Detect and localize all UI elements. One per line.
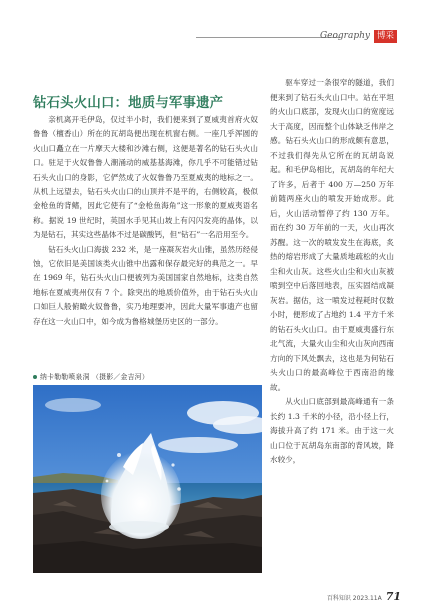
page-footer	[327, 590, 401, 603]
left-paragraph-2: 钻石头火山口海拔 232 米，是一座凝灰岩火山锥，虽然历经侵蚀，它依旧是美国该类火山锥中出露和保存最完好的典范之一。早在 1969 年，钻石头火山口便被列为美国国家自然地标，这类自然地标在夏威夷州仅有 7 个。除突出的地质价值外，由于钻石头火山口如巨人般俯瞰火奴鲁鲁，实乃地理要冲，因此大量军事遗产也留存在这一火山口中，如今成为鲁格城堡历史区的一部分。	[33, 244, 258, 326]
left-column	[33, 113, 258, 329]
section-badge: 博采	[374, 30, 397, 43]
right-paragraph-1: 驱车穿过一条很窄的隧道，我们便来到了钻石头火山口中。站在平坦的火山口底部，发现火山口的宽度远大于高度，因而整个山体缺乏伟岸之感。钻石头火山口的形成颇有意思，不过我们得先从它所在的瓦胡岛说起。和毛伊岛相比，瓦胡岛的年纪大了许多，后者于 400 万—250 万年前随两座火山的喷发开始成形。此后，火山活动暂停了约 130 万年。而在约 30 万年前的一天，火山再次苏醒。这一次的喷发发生在海底，炙热的熔岩形成了大量质地疏松的火山尘和火山灰。这些火山尘和火山灰被喷到空中后落回地表，压实固结成凝灰岩。据估，这一喷发过程耗时仅数小时，便形成了占地约 1.4 平方千米的钻石头火山口。由于夏威夷盛行东北气流，大量火山尘和火山灰向西南方向的下风处飘去，这也是为何钻石头火山口的最高峰位于西南沿的缘故。	[270, 78, 394, 392]
page-number: 71	[385, 590, 401, 603]
article-title: 钻石头火山口：地质与军事遗产	[33, 96, 224, 111]
photo-caption: 纳卡勒勒喷泉洞 （摄影／金吉河）	[40, 373, 149, 381]
issue-label: 百科知识 2023.11A	[326, 595, 382, 602]
left-paragraph-1: 亲机离开毛伊岛，仅过半小时，我们便来到了夏威夷首府火奴鲁鲁（檀香山）所在的瓦胡岛便出现在机窗右侧。一座几乎浑圆的火山口矗立在一片摩天大楼和沙滩右侧，这便是著名的钻石头火山口。驻足于火奴鲁鲁人潮涌动的威基基海滩，你几乎不可能错过钻石头火山口的身影，它俨然成了火奴鲁鲁乃至夏威夷的地标之一。从机上远望去，钻石头火山口的山顶并不是平的，右侧较高，极似金枪鱼的背鳍，因此它使有了“金枪鱼海角”这一形象的夏威夷语名称。据说 19 世纪时，英国水手见其山坡上有闪闪发亮的晶体，以为是钻石，其实这些晶体不过是碳酸钙，但“钻石”一名沿用至今。	[33, 115, 258, 240]
caption-marker	[33, 375, 37, 379]
header-rule	[196, 37, 340, 38]
blowhole-photo	[33, 385, 262, 573]
section-name-en: Geography	[319, 31, 370, 41]
right-column	[270, 76, 394, 468]
running-header	[320, 28, 397, 44]
right-paragraph-2: 从火山口底部到最高峰通有一条长约 1.3 千米的小径，沿小径上行，海拔升高了约 171 米。由于这一火山口位于瓦胡岛东南部的背风坡，降水较少，	[270, 397, 394, 464]
photo-caption-bar	[33, 371, 258, 383]
